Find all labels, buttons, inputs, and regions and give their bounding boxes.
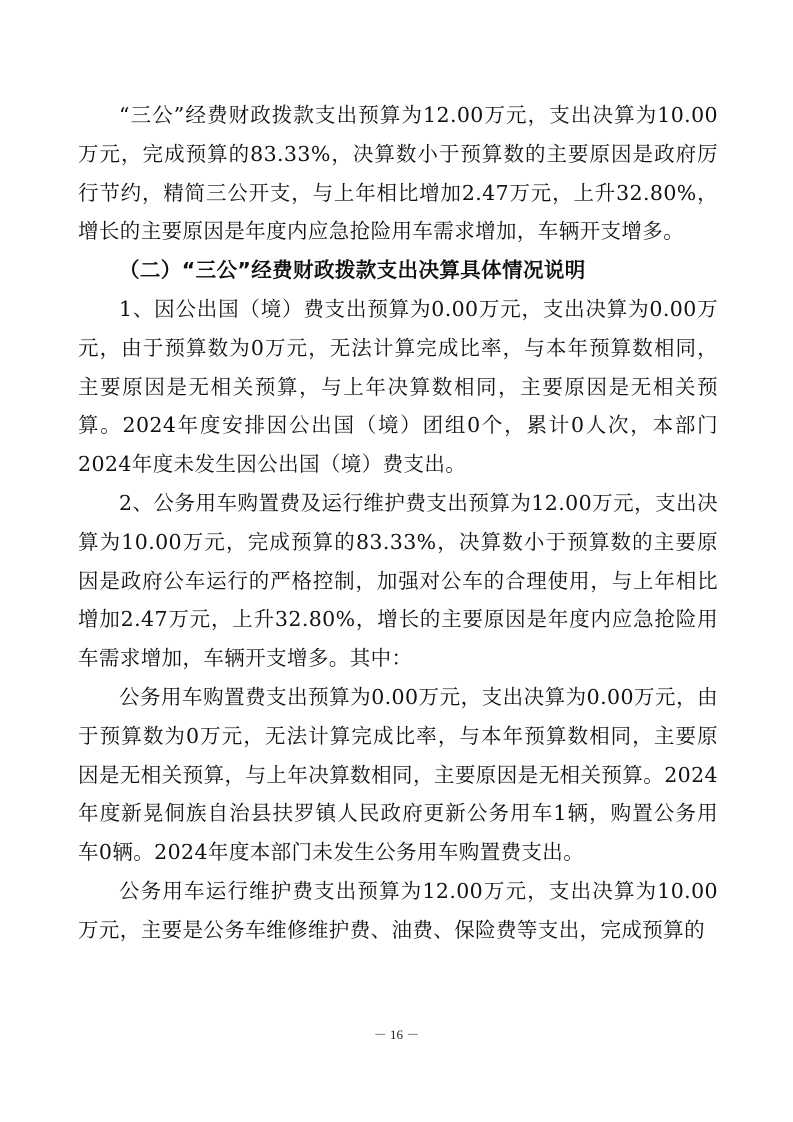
page-number: － 16 －: [373, 1027, 420, 1042]
section-heading-details: （二）“三公”经费财政拨款支出决算具体情况说明: [119, 258, 586, 283]
paragraph-overseas-travel: 1、因公出国（境）费支出预算为0.00万元，支出决算为0.00万元，由于预算数为0万元，无法计算完成比率，与本年预算数相同，主要原因是无相关预算，与上年决算数相同，主要原因是无相关预算。2024年度安排因公出国（境）团组0个，累计0人次，本部门2024年度未发生因公出国（境）费支出。: [78, 296, 718, 477]
paragraph-three-public-expenses-summary: “三公”经费财政拨款支出预算为12.00万元，支出决算为10.00万元，完成预算的83.33%，决算数小于预算数的主要原因是政府厉行节约，精简三公开支，与上年相比增加2.47万元，上升32.80%，增长的主要原因是年度内应急抢险用车需求增加，车辆开支增多。: [78, 103, 718, 244]
document-body: [78, 96, 718, 950]
paragraph-vehicle-expenses: 2、公务用车购置费及运行维护费支出预算为12.00万元，支出决算为10.00万元，完成预算的83.33%，决算数小于预算数的主要原因是政府公车运行的严格控制，加强对公车的合理使用，与上年相比增加2.47万元，上升32.80%，增长的主要原因是年度内应急抢险用车需求增加，车辆开支增多。其中：: [78, 490, 718, 671]
paragraph-vehicle-maintenance: 公务用车运行维护费支出预算为12.00万元，支出决算为10.00万元，主要是公务车维修维护费、油费、保险费等支出，完成预算的: [78, 878, 718, 942]
paragraph-vehicle-purchase: 公务用车购置费支出预算为0.00万元，支出决算为0.00万元，由于预算数为0万元，无法计算完成比率，与本年预算数相同，主要原因是无相关预算，与上年决算数相同，主要原因是无相关预算。2024年度新晃侗族自治县扶罗镇人民政府更新公务用车1辆，购置公务用车0辆。2024年度本部门未发生公务用车购置费支出。: [78, 684, 718, 865]
